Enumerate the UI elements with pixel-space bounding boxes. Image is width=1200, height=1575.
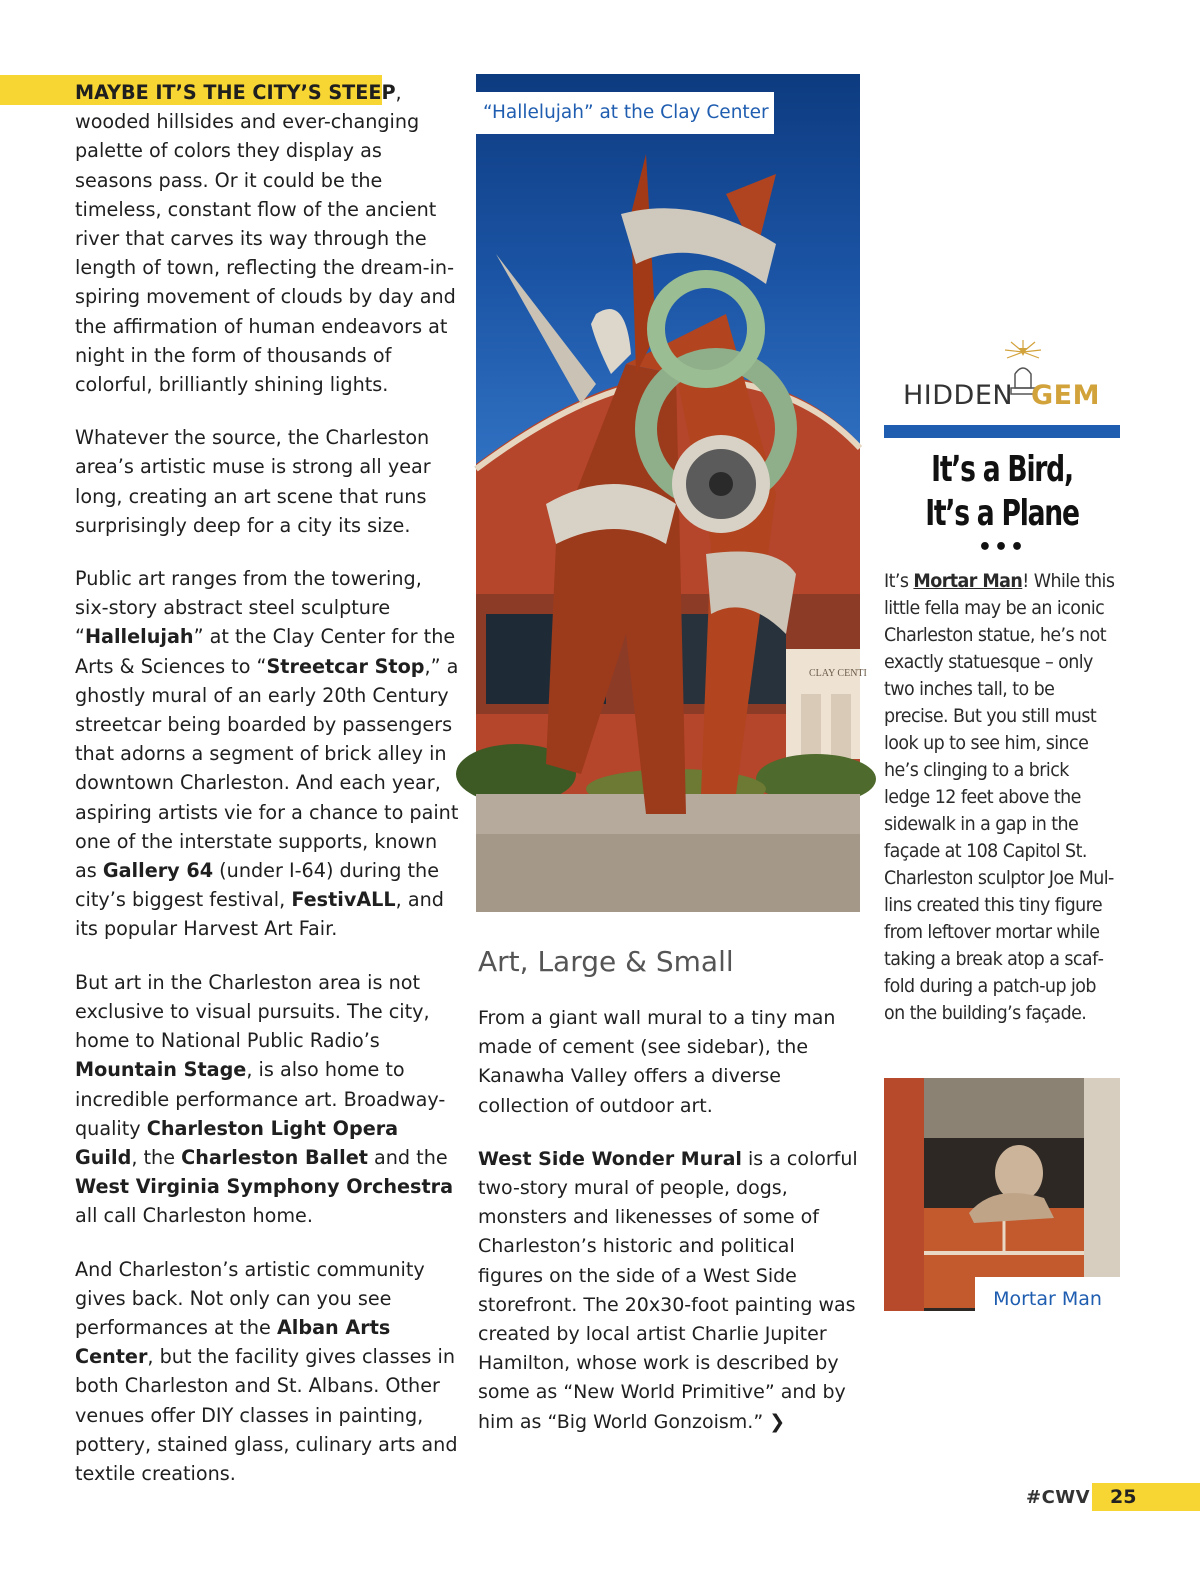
left-column [75,78,460,1512]
sidebar-body: It’s Mortar Man! While this little fella may be an iconic Charleston statue, he’s not exactly statuesque – only two inches tall, to be precise. But you still must look up to see him, since he’s clinging to a brick ledge 12 feet above the sidewalk in a gap in the façade at 108 Capitol St. Charleston sculptor Joe Mullins created this tiny figure from leftover mortar while taking a break atop a scaffold during a patch-up job on the building’s façade. [884,571,1115,1024]
left-paragraph-5: And Charleston’s artistic community gives back. Not only can you see performances at the Alban Arts Center, but the facility gives classes in both Charleston and St. Albans. Other venues offer DIY classes in painting, pottery, stained glass, culinary arts and textile creations. [75,1257,458,1485]
svg-text:CLAY CENTI: CLAY CENTI [809,668,867,679]
middle-paragraph-1: From a giant wall mural to a tiny man made of cement (see sidebar), the Kanawha Valley offers a diverse collection of outdoor art. [478,1007,836,1117]
middle-column [478,942,863,1461]
ballet-name: Charleston Ballet [181,1145,368,1169]
streetcar-stop-name: Streetcar Stop [266,654,425,678]
sidebar-title: It’s a Bird, It’s a Plane [925,449,1079,534]
left-paragraph-2: Whatever the source, the Charleston area’s artistic muse is strong all year long, creating an art scene that runs surprisingly deep for a city its size. [75,426,431,537]
gallery-64-name: Gallery 64 [102,859,214,883]
hallelujah-name: Hallelujah [84,625,194,649]
alban-arts-name: Alban Arts Center [75,1315,391,1369]
middle-paragraph-2: West Side Wonder Mural is a colorful two-story mural of people, dogs, monsters and likenesses of some of Charleston’s historic and political figures on the side of a West Side storefront. The 20x30-foot painting was created by local artist Charlie Jupiter Hamilton, whose work is described by some as “New World Primitive” and by him as “Big World Gonzoism.” ❯ [478,1147,858,1433]
west-side-mural-name: West Side Wonder Mural [478,1147,742,1170]
magazine-hashtag: #CWV [1026,1487,1091,1508]
mortar-man-caption: Mortar Man [975,1277,1120,1319]
sidebar-rule [884,425,1120,438]
hallelujah-sculpture-photo [476,74,867,912]
opera-guild-name: Charleston Light Opera Guild [75,1116,399,1169]
hidden-gem-logo [903,338,1123,418]
symphony-name: West Virginia Symphony Orchestra [75,1175,454,1199]
sidebar-dots: ••• [977,535,1027,560]
sculpture-illustration [476,74,867,912]
logo-word-hidden: HIDDEN [903,380,1014,411]
section-heading: Art, Large & Small [478,945,734,978]
left-paragraph-3: Public art ranges from the towering, six-story abstract steel sculpture “Hallelujah” at the Clay Center for the Arts & Sciences to “Streetcar Stop,” a ghostly mural of an early 20th Century streetcar being boarded by passengers that adorns a segment of brick alley in downtown Charleston. And each year, aspiring artists vie for a chance to paint one of the interstate supports, known as Gallery 64 (under I-64) during the city’s biggest festival, FestivALL, and its popular Harvest Art Fair. [75,567,459,941]
lead-in: MAYBE IT’S THE CITY’S STEEP [75,81,396,104]
page-number: 25 [1092,1483,1200,1511]
festivall-name: FestivALL [291,888,396,912]
continue-chevron-icon: ❯ [769,1410,786,1433]
mountain-stage-name: Mountain Stage [75,1058,247,1082]
logo-word-gem: GEM [1031,380,1100,411]
mortar-man-link: Mortar Man [913,571,1023,592]
main-photo-caption: “Hallelujah” at the Clay Center [476,92,774,134]
left-paragraph-1: MAYBE IT’S THE CITY’S STEEP, wooded hillsides and ever-changing palette of colors they display as seasons pass. Or it could be the timeless, constant flow of the ancient river that carves its way through the length of town, reflecting the dream-inspiring movement of clouds by day and the affirmation of human endeavors at night in the form of thousands of colorful, brilliantly shining lights. [75,81,456,397]
left-paragraph-4: But art in the Charleston area is not exclusive to visual pursuits. The city, home to National Public Radio’s Mountain Stage, is also home to incredible performance art. Broadway-quality Charleston Light Opera Guild, the Charleston Ballet and the West Virginia Symphony Orchestra all call Charleston home. [75,970,454,1228]
